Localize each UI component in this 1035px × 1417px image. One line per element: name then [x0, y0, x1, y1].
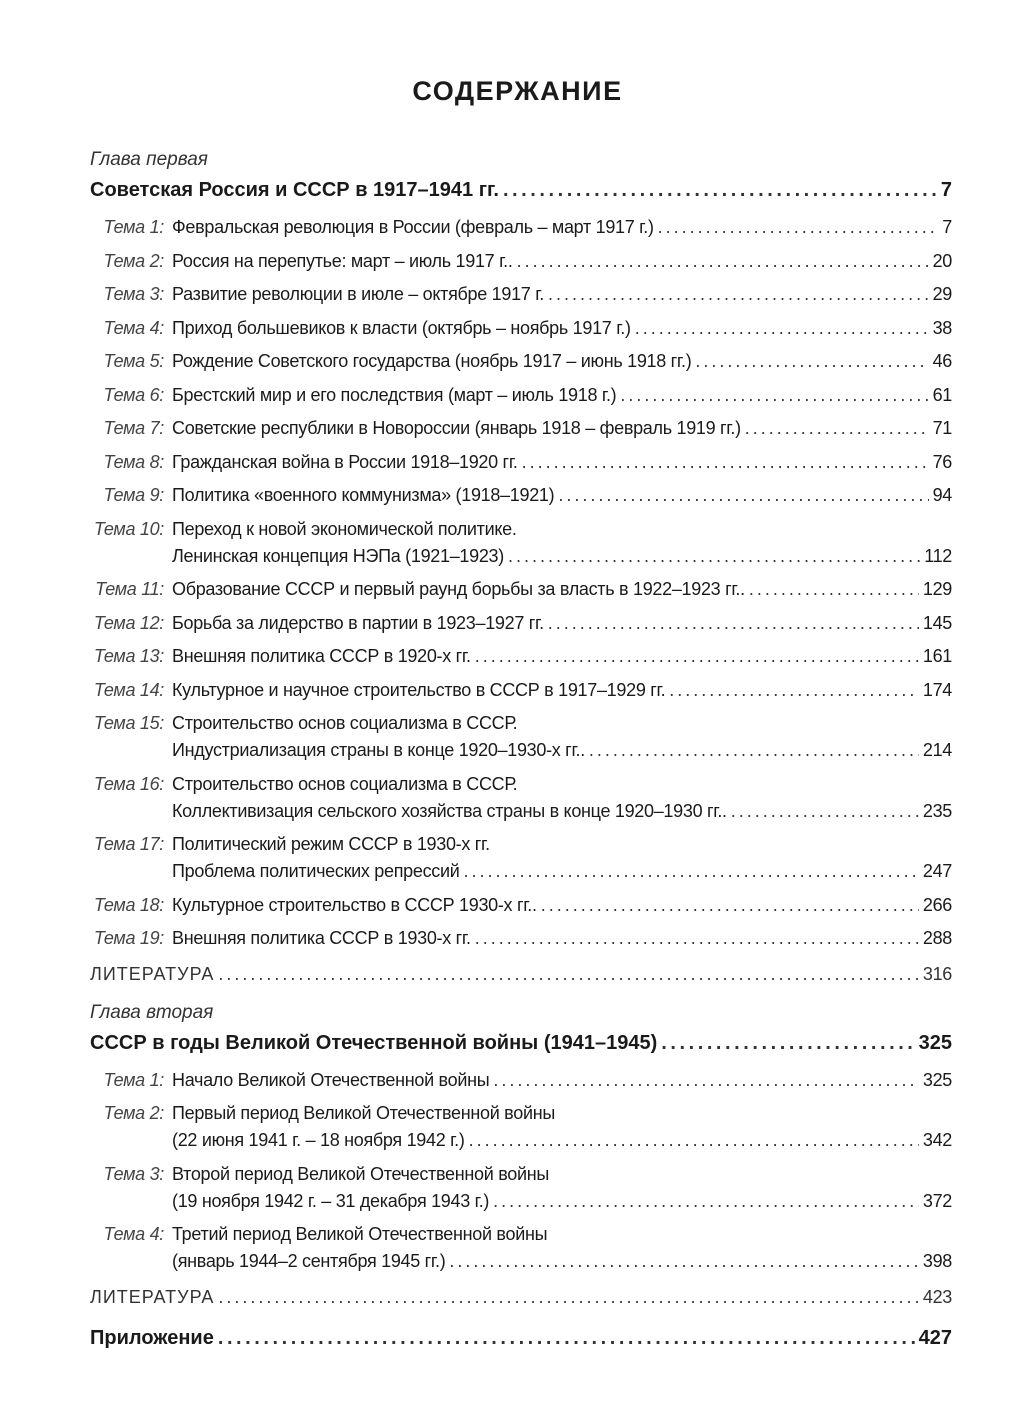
topic-body — [172, 281, 952, 308]
dot-leader — [503, 174, 937, 206]
dot-leader — [620, 382, 928, 409]
topic-page-number: 372 — [922, 1190, 952, 1211]
toc-entry[interactable] — [90, 1221, 952, 1275]
topic-line — [172, 315, 952, 342]
dot-leader — [548, 610, 919, 637]
toc-entry[interactable] — [90, 710, 952, 764]
topic-body — [172, 315, 952, 342]
topic-line — [172, 677, 952, 704]
dot-leader — [669, 677, 919, 704]
dot-leader — [218, 1322, 915, 1354]
topic-line — [172, 1248, 952, 1275]
topic-label: Тема 16: — [93, 773, 164, 794]
topic-body — [172, 482, 952, 509]
literature-text: ЛИТЕРАТУРА — [90, 1286, 215, 1307]
topic-label: Тема 15: — [93, 713, 164, 733]
topic-text: Россия на перепутье: март – июль 1917 г.. — [172, 250, 513, 271]
topic-text: Политика «военного коммунизма» (1918–1921) — [172, 485, 555, 505]
topic-label: Тема 2: — [103, 1103, 164, 1123]
dot-leader — [493, 1188, 919, 1215]
dot-leader — [522, 449, 929, 476]
dot-leader — [749, 576, 919, 603]
topic-line — [172, 1067, 952, 1094]
topic-text: Внешняя политика СССР в 1920-х гг. — [172, 646, 471, 666]
topic-text: Ленинская концепция НЭПа (1921–1923) — [172, 545, 504, 566]
topic-page-number: 20 — [932, 250, 952, 271]
dot-leader — [745, 415, 929, 442]
topic-line: Политический режим СССР в 1930-х гг. — [172, 834, 490, 854]
dot-leader — [508, 543, 920, 570]
topic-text: Образование СССР и первый раунд борьбы за власть в 1922–1923 гг.. — [172, 579, 745, 599]
topic-line: Третий период Великой Отечественной войны — [172, 1224, 548, 1244]
table-of-contents — [90, 146, 952, 1354]
dot-leader — [658, 214, 939, 241]
topic-body — [172, 415, 952, 442]
chapter-title-page-number: 325 — [918, 1031, 952, 1054]
dot-leader — [541, 892, 919, 919]
topic-line — [172, 1127, 952, 1154]
appendix-text: Приложение — [90, 1326, 214, 1349]
topic-line — [172, 382, 952, 409]
toc-entry[interactable] — [90, 1067, 952, 1094]
dot-leader — [548, 281, 929, 308]
chapter-label: Глава вторая — [90, 1001, 214, 1023]
topic-page-number: 29 — [932, 284, 952, 304]
topic-label: Тема 18: — [93, 894, 164, 915]
toc-entry[interactable] — [90, 831, 952, 885]
topic-label: Тема 7: — [103, 418, 164, 438]
topic-text: Индустриализация страны в конце 1920–1930-х гг.. — [172, 740, 585, 760]
topic-page-number: 325 — [922, 1069, 952, 1090]
topic-page-number: 288 — [922, 928, 952, 948]
toc-entry[interactable] — [90, 214, 952, 241]
chapter-title-page-number: 7 — [940, 179, 952, 201]
toc-entry[interactable] — [90, 1100, 952, 1154]
topic-body — [172, 382, 952, 409]
chapter-title-entry[interactable] — [90, 1027, 952, 1059]
topic-line — [172, 737, 952, 764]
topic-body — [172, 1067, 952, 1094]
topic-page-number: 61 — [932, 384, 952, 405]
toc-entry[interactable] — [90, 771, 952, 825]
topic-line — [172, 543, 952, 570]
topic-label: Тема 13: — [93, 646, 164, 666]
topic-body — [172, 1221, 952, 1275]
literature-text: ЛИТЕРАТУРА — [90, 963, 215, 984]
chapter-title-text: СССР в годы Великой Отечественной войны (1941–1945) — [90, 1031, 658, 1054]
topic-body — [172, 214, 952, 241]
topic-text: (январь 1944–2 сентября 1945 гг.) — [172, 1251, 446, 1271]
topic-page-number: 76 — [932, 451, 952, 472]
topic-page-number: 38 — [932, 317, 952, 338]
topic-label: Тема 8: — [103, 451, 164, 472]
topic-body — [172, 892, 952, 919]
topic-body — [172, 348, 952, 375]
dot-leader — [589, 737, 919, 764]
topic-line — [172, 281, 952, 308]
topic-page-number: 247 — [922, 861, 952, 881]
topic-body — [172, 516, 952, 570]
dot-leader — [218, 1282, 918, 1312]
topic-body — [172, 710, 952, 764]
topic-text: Культурное строительство в СССР 1930-х гг.. — [172, 894, 537, 915]
toc-entry[interactable] — [90, 516, 952, 570]
toc-entry[interactable] — [90, 643, 952, 670]
toc-entry[interactable] — [90, 925, 952, 952]
dot-leader — [493, 1067, 919, 1094]
toc-entry[interactable] — [90, 1161, 952, 1215]
toc-entry[interactable] — [90, 449, 952, 476]
topic-page-number: 129 — [922, 579, 952, 599]
topic-text: Приход большевиков к власти (октябрь – ноябрь 1917 г.) — [172, 317, 631, 338]
topic-page-number: 145 — [922, 612, 952, 633]
topic-page-number: 266 — [922, 894, 952, 915]
dot-leader — [469, 1127, 919, 1154]
literature-page-number: 316 — [922, 963, 952, 984]
topic-page-number: 214 — [922, 740, 952, 760]
chapter-label: Глава первая — [90, 149, 208, 170]
topic-text: Коллективизация сельского хозяйства страны в конце 1920–1930 гг.. — [172, 800, 727, 821]
topic-line: Первый период Великой Отечественной войны — [172, 1103, 555, 1123]
topic-body — [172, 248, 952, 275]
topic-line — [172, 348, 952, 375]
topic-line: Строительство основ социализма в СССР. — [172, 773, 518, 794]
topic-label: Тема 12: — [93, 612, 164, 633]
topic-label: Тема 14: — [93, 679, 164, 700]
topic-label: Тема 3: — [103, 284, 164, 304]
topic-body — [172, 831, 952, 885]
literature-entry[interactable] — [90, 959, 952, 989]
chapter-title-entry[interactable] — [90, 174, 952, 206]
dot-leader — [449, 1248, 918, 1275]
topic-text: Рождение Советского государства (ноябрь 1917 – июнь 1918 гг.) — [172, 351, 692, 371]
topic-label: Тема 1: — [103, 1069, 164, 1090]
topic-line — [172, 925, 952, 952]
topic-text: Культурное и научное строительство в СССР в 1917–1929 гг. — [172, 679, 666, 700]
dot-leader — [464, 858, 919, 885]
topic-body — [172, 610, 952, 637]
topic-line — [172, 248, 952, 275]
dot-leader — [635, 315, 929, 342]
topic-line — [172, 449, 952, 476]
appendix-page-number: 427 — [918, 1326, 952, 1349]
topic-label: Тема 10: — [93, 518, 164, 539]
topic-text: Проблема политических репрессий — [172, 861, 460, 881]
topic-label: Тема 9: — [103, 485, 164, 505]
topic-text: Начало Великой Отечественной войны — [172, 1069, 490, 1090]
toc-entry[interactable] — [90, 415, 952, 442]
topic-text: Советские республики в Новороссии (январь 1918 – февраль 1919 гг.) — [172, 418, 741, 438]
toc-entry[interactable] — [90, 576, 952, 603]
toc-entry[interactable] — [90, 248, 952, 275]
topic-page-number: 94 — [932, 485, 952, 505]
dot-leader — [475, 643, 919, 670]
chapter-title-text: Советская Россия и СССР в 1917–1941 гг. — [90, 179, 499, 201]
topic-line — [172, 798, 952, 825]
topic-text: (22 июня 1941 г. – 18 ноября 1942 г.) — [172, 1130, 465, 1150]
topic-page-number: 71 — [932, 418, 952, 438]
topic-line — [172, 858, 952, 885]
topic-label: Тема 4: — [103, 1224, 164, 1244]
toc-entry[interactable] — [90, 892, 952, 919]
topic-line — [172, 576, 952, 603]
topic-text: Развитие революции в июле – октябре 1917 г. — [172, 284, 544, 304]
topic-label: Тема 19: — [93, 928, 164, 948]
topic-page-number: 161 — [922, 646, 952, 666]
topic-label: Тема 6: — [103, 384, 164, 405]
appendix-entry[interactable] — [90, 1322, 952, 1354]
topic-page-number: 112 — [924, 545, 952, 566]
topic-page-number: 46 — [932, 351, 952, 371]
topic-label: Тема 5: — [103, 351, 164, 371]
topic-body — [172, 449, 952, 476]
literature-entry[interactable] — [90, 1282, 952, 1312]
topic-body — [172, 677, 952, 704]
topic-page-number: 235 — [922, 800, 952, 821]
topic-line — [172, 892, 952, 919]
dot-leader — [475, 925, 919, 952]
topic-body — [172, 643, 952, 670]
topic-text: Февральская революция в России (февраль – март 1917 г.) — [172, 217, 654, 237]
topic-label: Тема 17: — [93, 834, 164, 854]
toc-entry[interactable] — [90, 315, 952, 342]
topic-text: Гражданская война в России 1918–1920 гг. — [172, 451, 518, 472]
topic-line — [172, 1188, 952, 1215]
dot-leader — [558, 482, 928, 509]
literature-page-number: 423 — [922, 1286, 952, 1307]
topic-body — [172, 1161, 952, 1215]
topic-line: Строительство основ социализма в СССР. — [172, 713, 518, 733]
topic-page-number: 174 — [922, 679, 952, 700]
topic-text: Внешняя политика СССР в 1930-х гг. — [172, 928, 471, 948]
dot-leader — [218, 959, 918, 989]
topic-body — [172, 576, 952, 603]
dot-leader — [661, 1027, 914, 1059]
topic-label: Тема 1: — [103, 217, 164, 237]
toc-entry[interactable] — [90, 348, 952, 375]
page-title: СОДЕРЖАНИЕ — [412, 76, 623, 106]
topic-page-number: 7 — [942, 217, 952, 237]
topic-line — [172, 482, 952, 509]
topic-line: Переход к новой экономической политике. — [172, 518, 517, 539]
topic-body — [172, 925, 952, 952]
topic-text: Борьба за лидерство в партии в 1923–1927 гг. — [172, 612, 544, 633]
toc-entry[interactable] — [90, 677, 952, 704]
topic-body — [172, 771, 952, 825]
toc-entry[interactable] — [90, 610, 952, 637]
topic-line — [172, 643, 952, 670]
topic-label: Тема 2: — [103, 250, 164, 271]
topic-page-number: 342 — [922, 1130, 952, 1150]
dot-leader — [517, 248, 929, 275]
topic-line — [172, 214, 952, 241]
topic-label: Тема 4: — [103, 317, 164, 338]
topic-page-number: 398 — [922, 1251, 952, 1271]
topic-body — [172, 1100, 952, 1154]
toc-entry[interactable] — [90, 482, 952, 509]
toc-entry[interactable] — [90, 281, 952, 308]
topic-line — [172, 415, 952, 442]
topic-label: Тема 3: — [103, 1163, 164, 1184]
topic-line — [172, 610, 952, 637]
topic-text: (19 ноября 1942 г. – 31 декабря 1943 г.) — [172, 1190, 490, 1211]
topic-text: Брестский мир и его последствия (март – июль 1918 г.) — [172, 384, 617, 405]
topic-label: Тема 11: — [95, 579, 164, 599]
dot-leader — [695, 348, 928, 375]
toc-entry[interactable] — [90, 382, 952, 409]
topic-line: Второй период Великой Отечественной войны — [172, 1163, 550, 1184]
dot-leader — [731, 798, 919, 825]
